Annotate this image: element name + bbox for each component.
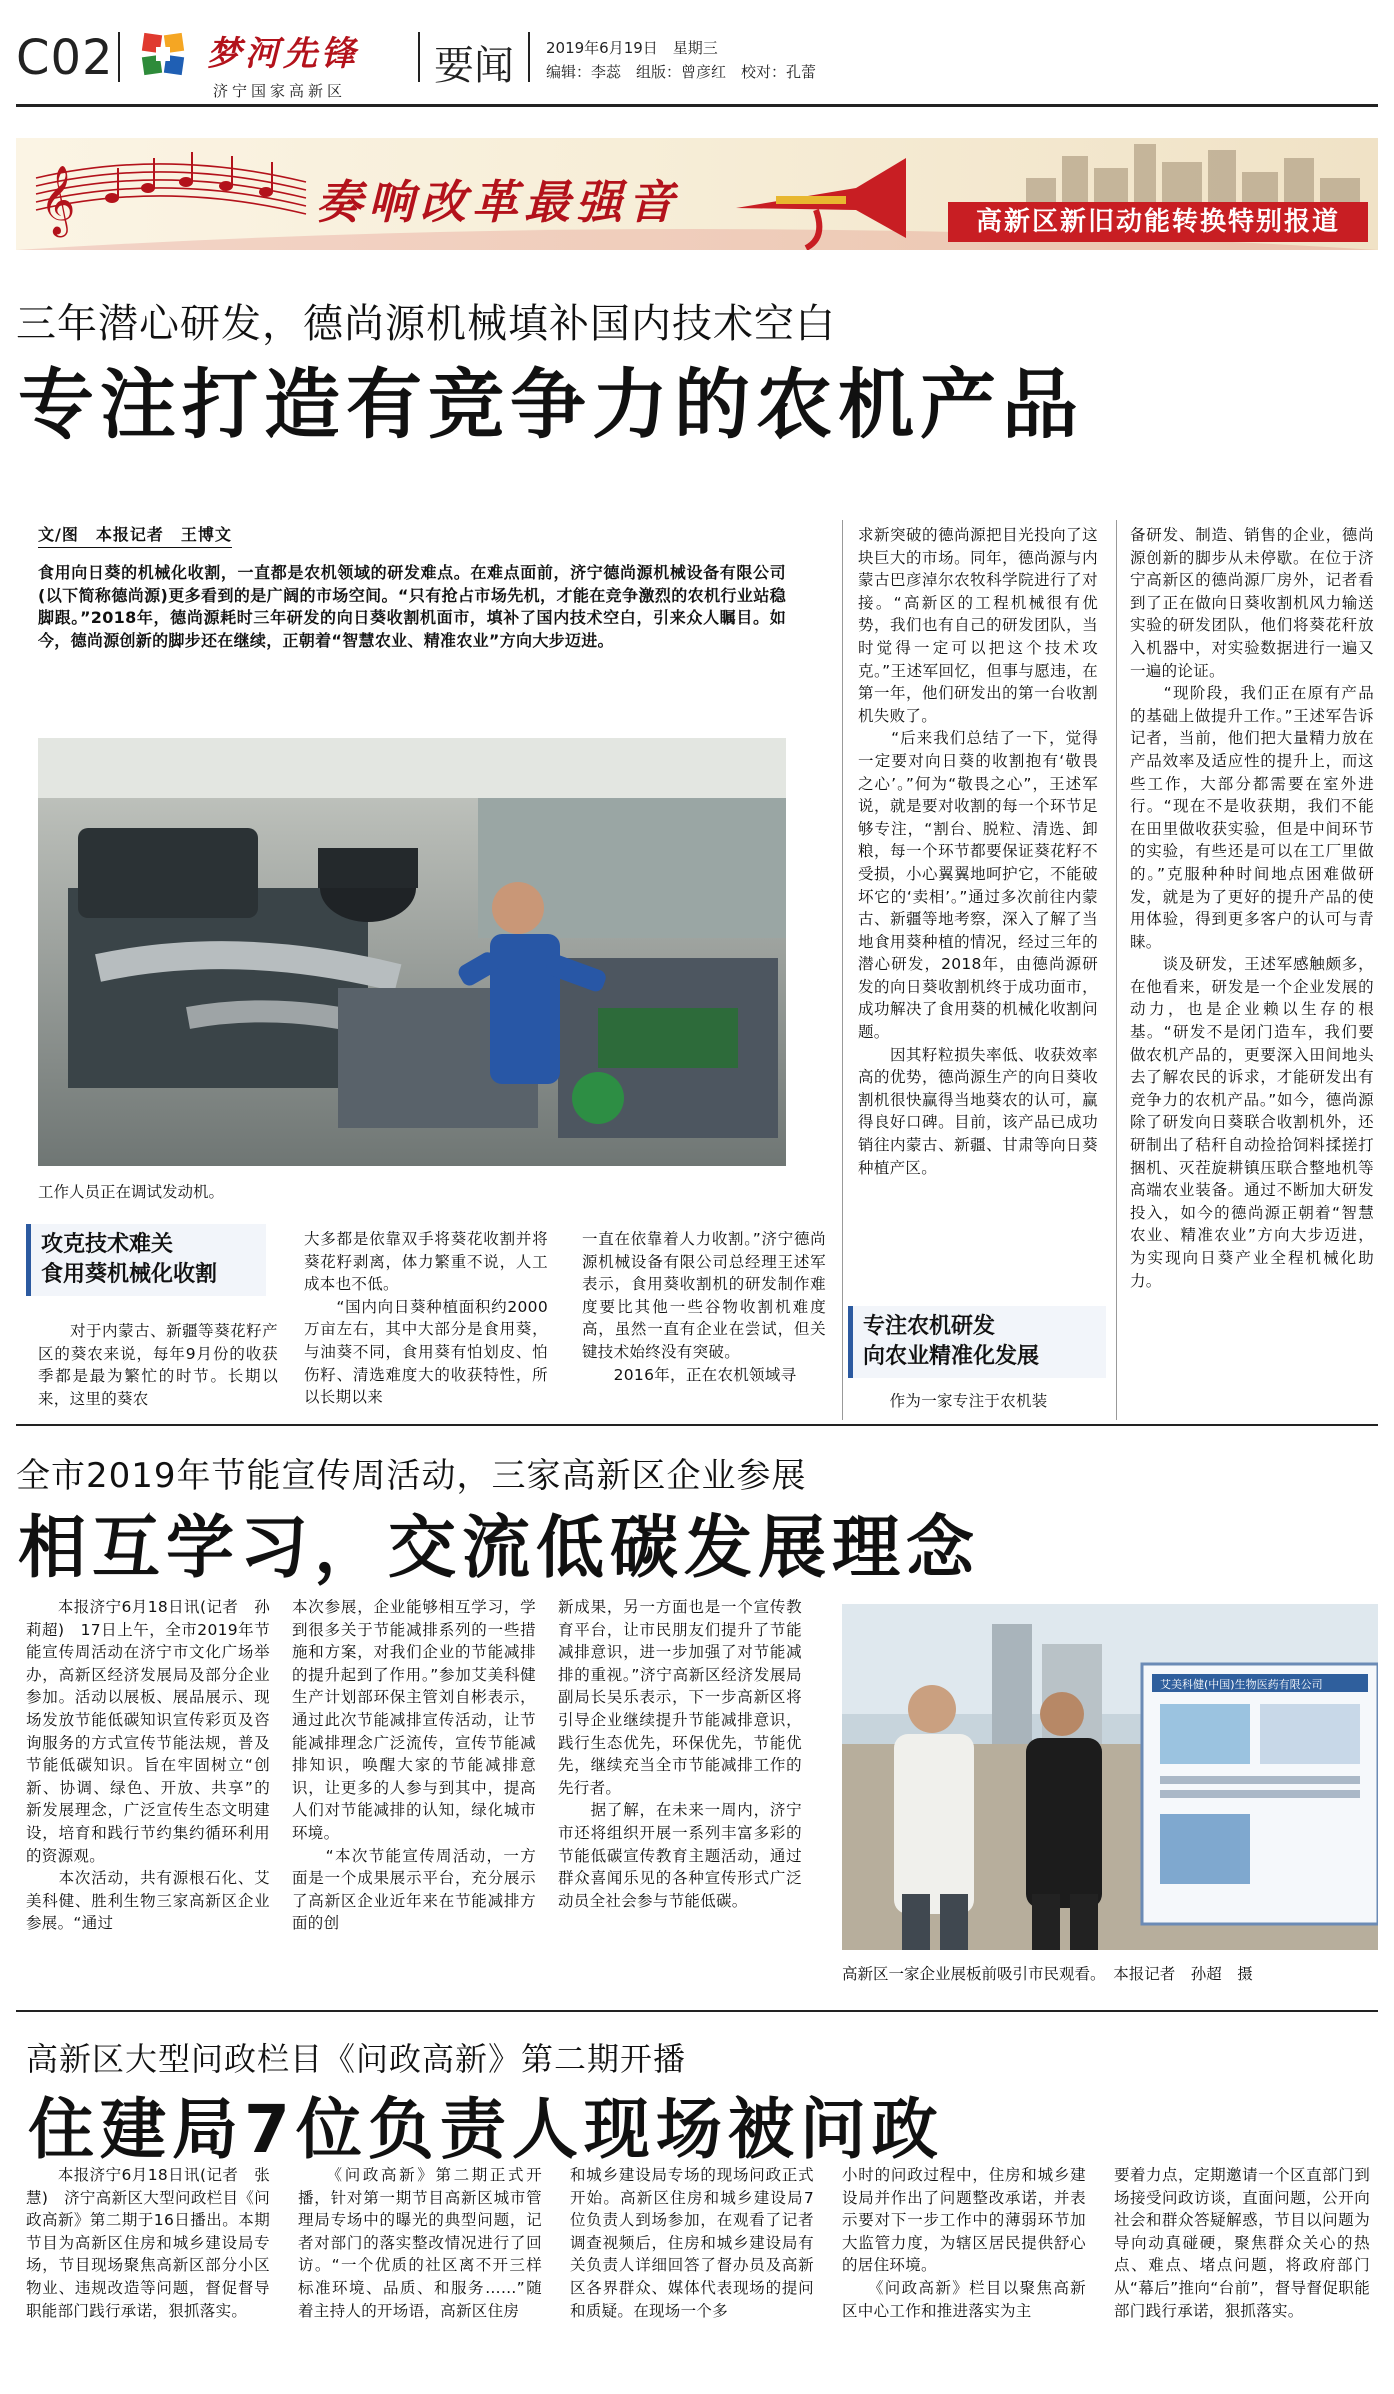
article1-col-a: 对于内蒙古、新疆等葵花籽产区的葵农来说，每年9月份的收获季都是最为繁忙的时节。长期以来，这里的葵农	[38, 1322, 278, 1408]
article2-col-c: 新成果，另一方面也是一个宣传教育平台，让市民朋友们提升了节能减排意识，进一步加强了对节能减排的重视。”济宁高新区经济发展局副局长吴乐表示，下一步高新区将引导企业继续提升节能减排意识，践行生态优先，环保优先，节能优先，继续充当全市节能减排工作的先行者。 据了解，在未来一周内，济宁市还将组织开展一系列丰富多彩的节能低碳宣传教育主题活动，通过群众喜闻乐见的各种宣传形式广泛动员全社会参与节能低碳。	[558, 1598, 802, 1910]
article2-col-a: 本报济宁6月18日讯(记者 孙莉超) 17日上午，全市2019年节能宣传周活动在济宁市文化广场举办，高新区经济发展局及部分企业参加。活动以展板、展品展示、现场发放节能低碳知识宣传彩页及咨询服务的方式宣传节能法规，普及节能低碳知识。旨在牢固树立“创新、协调、绿色、开放、共享”的新发展理念，广泛宣传生态文明建设，培育和践行节约集约循环利用的资源观。 本次活动，共有源根石化、艾美科健、胜利生物三家高新区企业参展。“通过	[26, 1598, 270, 1933]
exhibition-photo-illustration	[842, 1604, 1378, 1950]
article2-photo-caption: 高新区一家企业展板前吸引市民观看。 本报记者 孙超 摄	[842, 1965, 1253, 1983]
article1-photo	[38, 738, 786, 1166]
banner-title: 奏响改革最强音	[316, 175, 680, 229]
article1-col-d: 求新突破的德尚源把目光投向了这块巨大的市场。同年，德尚源与内蒙古巴彦淖尔农牧科学院进行了对接。“高新区的工程机械很有优势，我们也有自己的研发团队，当时觉得一定可以把这个技术攻克。”王述军回忆，但事与愿违，在第一年，他们研发出的第一台收割机失败了。 “后来我们总结了一下，觉得一定要对向日葵的收割抱有‘敬畏之心’。”何为“敬畏之心”，王述军说，就是要对收割的每一个环节足够专注，“割台、脱粒、清选、卸粮，每一个环节都要保证葵花籽不受损，小心翼翼地呵护它，不能破坏它的‘卖相’。”通过多次前往内蒙古、新疆等地考察，深入了解了当地食用葵种植的情况，经过三年的潜心研发，2018年，由德尚源研发的向日葵收割机终于成功面市，成功解决了食用葵的机械化收割问题。 因其籽粒损失率低、收获效率高的优势，德尚源生产的向日葵收割机很快赢得当地葵农的认可，赢得良好口碑。目前，该产品已成功销往内蒙古、新疆、甘肃等向日葵种植产区。	[858, 526, 1098, 1177]
article2-kicker: 全市2019年节能宣传周活动，三家高新区企业参展	[16, 1456, 807, 1496]
article2-headline: 相互学习，交流低碳发展理念	[18, 1509, 981, 1588]
article2-photo	[842, 1604, 1378, 1950]
article1-subhead-2: 专注农机研发 向农业精准化发展	[848, 1306, 1106, 1378]
column-rule	[1116, 520, 1117, 1420]
article3-col-d: 小时的问政过程中，住房和城乡建设局并作出了问题整改承诺，并表示要对下一步工作中的薄弱环节加大监管力度，为辖区居民提供舒心的居住环境。 《问政高新》栏目以聚焦高新区中心工作和推进落实为主	[842, 2166, 1086, 2320]
header-divider	[528, 32, 530, 82]
logo-icon	[139, 30, 187, 78]
engine-photo-illustration	[38, 738, 786, 1166]
banner-subtitle: 高新区新旧动能转换特别报道	[948, 202, 1368, 242]
article1-photo-caption: 工作人员正在调试发动机。	[38, 1183, 225, 1201]
article3-headline: 住建局7位负责人现场被问政	[28, 2091, 944, 2168]
article3-col-e: 要着力点，定期邀请一个区直部门到场接受问政访谈，直面问题，公开向社会和群众答疑解惑，节目以问题为导向动真碰硬，聚焦群众关心的热点、难点、堵点问题，将政府部门从“幕后”推向“台前”，督导督促职能部门践行承诺，狠抓落实。	[1114, 2166, 1370, 2320]
section-rule	[16, 1424, 1378, 1426]
column-rule	[842, 520, 843, 1420]
special-report-banner	[16, 138, 1378, 250]
paper-name: 梦河先锋	[207, 34, 359, 74]
article3-col-a: 本报济宁6月18日讯(记者 张慧) 济宁高新区大型问政栏目《问政高新》第二期于16日播出。本期节目为高新区住房和城乡建设局专场，节目现场聚焦高新区部分小区物业、违规改造等问题，督促督导职能部门践行承诺，狠抓落实。	[26, 2166, 270, 2320]
article1-byline: 文/图 本报记者 王博文	[38, 522, 232, 548]
article1-col-c: 一直在依靠着人力收割。”济宁德尚源机械设备有限公司总经理王述军表示，食用葵收割机的研发制作难度要比其他一些谷物收割机难度高，虽然一直有企业在尝试，但关键技术始终没有突破。 2016年，正在农机领域寻	[582, 1230, 826, 1384]
header-divider	[418, 32, 420, 82]
article1-col-e: 备研发、制造、销售的企业，德尚源创新的脚步从未停歇。在位于济宁高新区的德尚源厂房外，记者看到了正在做向日葵收割机风力输送实验的研发团队，他们将葵花秆放入机器中，对实验数据进行一遍又一遍的论证。 “现阶段，我们正在原有产品的基础上做提升工作。”王述军告诉记者，当前，他们把大量精力放在产品效率及适应性的提升上，而这些工作，大部分都需要在室外进行。“现在不是收获期，我们不能在田里做收获实验，但是中间环节的实验，有些还是可以在工厂里做的。”克服种种时间地点困难做研发，就是为了更好的提升产品的使用体验，得到更多客户的认可与青睐。 谈及研发，王述军感触颇多，在他看来，研发是一个企业发展的动力，也是企业赖以生存的根基。“研发不是闭门造车，我们要做农机产品的，更要深入田间地头去了解农民的诉求，才能研发出有竞争力的农机产品。”如今，德尚源除了研发向日葵联合收割机外，还研制出了秸秆自动捡拾饲料揉搓打捆机、灭茬旋耕镇压联合整地机等高端农业装备。通过不断加大研发投入，如今的德尚源正朝着“智慧农业、精准农业”方向大步迈进，为实现向日葵产业全程机械化助力。	[1130, 526, 1374, 1290]
article1-col-b: 大多都是依靠双手将葵花收割并将葵花籽剥离，体力繁重不说，人工成本也不低。 “国内向日葵种植面积约2000万亩左右，其中大部分是食用葵，与油葵不同，食用葵有怕划皮、怕伤籽、清选难度大的收获特性，所以长期以来	[304, 1230, 548, 1407]
section-name: 要闻	[434, 43, 514, 89]
header-meta	[546, 36, 816, 84]
article1-subhead-1: 攻克技术难关 食用葵机械化收割	[26, 1224, 266, 1296]
article1-lead: 食用向日葵的机械化收割，一直都是农机领域的研发难点。在难点面前，济宁德尚源机械设备有限公司(以下简称德尚源)更多看到的是广阔的市场空间。“只有抢占市场先机，才能在竞争激烈的农机行业站稳脚跟。”2018年，德尚源耗时三年研发的向日葵收割机面市，填补了国内技术空白，引来众人瞩目。如今，德尚源创新的脚步还在继续，正朝着“智慧农业、精准农业”方向大步迈进。	[38, 563, 786, 650]
article1-col-d-tail: 作为一家专注于农机装	[858, 1392, 1048, 1410]
header-rule	[16, 104, 1378, 107]
header-divider	[118, 32, 120, 82]
newspaper-logo	[133, 26, 413, 106]
date-line: 2019年6月19日 星期三	[546, 39, 718, 57]
editors-line: 编辑：李蕊 组版：曾彦红 校对：孔蕾	[546, 63, 817, 81]
svg-text:𝄞: 𝄞	[40, 165, 76, 235]
article3-kicker: 高新区大型问政栏目《问政高新》第二期开播	[26, 2040, 687, 2078]
article2-col-b: 本次参展，企业能够相互学习，学到很多关于节能减排系列的一些措施和方案，对我们企业的节能减排的提升起到了作用。”参加艾美科健生产计划部环保主管刘自彬表示，通过此次节能减排宣传活动，让节能减排理念广泛流传，宣传节能减排知识，唤醒大家的节能减排意识，让更多的人参与到其中，提高人们对节能减排的认知，绿化城市环境。 “本次节能宣传周活动，一方面是一个成果展示平台，充分展示了高新区企业近年来在节能减排方面的创	[292, 1598, 536, 1933]
article1-kicker: 三年潜心研发，德尚源机械填补国内技术空白	[16, 301, 836, 347]
article3-col-c: 和城乡建设局专场的现场问政正式开始。高新区住房和城乡建设局7位负责人到场参加，在观看了记者调查视频后，住房和城乡建设局有关负责人详细回答了督办员及高新区各界群众、媒体代表现场的提问和质疑。在现场一个多	[570, 2166, 814, 2320]
section-rule	[16, 2010, 1378, 2012]
district-name: 济宁国家高新区	[213, 82, 347, 100]
article3-col-b: 《问政高新》第二期正式开播，针对第一期节目高新区城市管理局专场中的曝光的典型问题，记者对部门的落实整改情况进行了回访。“一个优质的社区离不开三样标准环境、品质、和服务……”随着主持人的开场语，高新区住房	[298, 2166, 542, 2320]
article1-headline: 专注打造有竞争力的农机产品	[18, 360, 1084, 449]
photo-board-text: 艾美科健(中国)生物医药有限公司	[1160, 1678, 1323, 1691]
page-number: C02	[16, 30, 114, 86]
